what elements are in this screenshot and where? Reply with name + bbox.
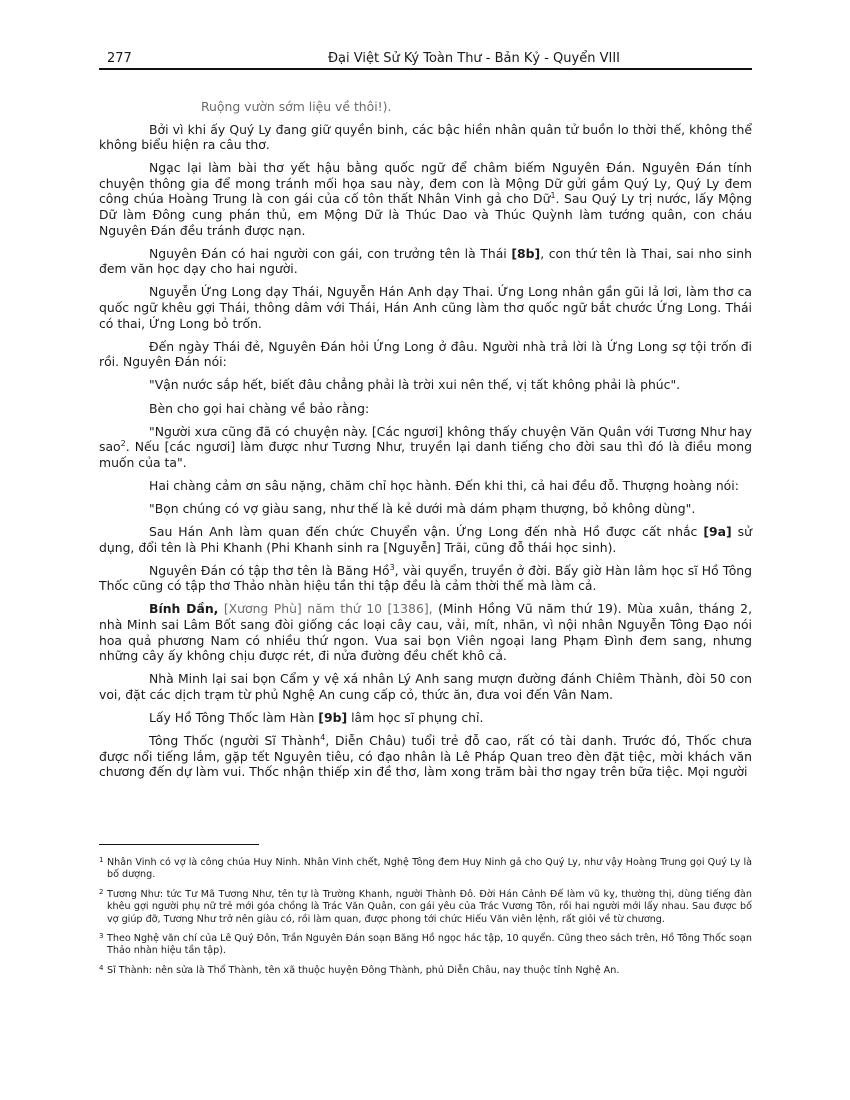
paragraph-text: Nhà Minh lại sai bọn Cẩm y vệ xá nhân Lý Anh sang mượn đường đánh Chiêm Thành, đòi 50 con voi, đặt các dịch trạm từ phủ Nghệ An cung cấp cỏ, thức ăn, đưa voi đến Vân Nam. [99,671,752,702]
paragraph-text: Nguyên Đán có tập thơ tên là Băng Hồ [149,562,390,578]
footnote-text: Tương Như: tức Tư Mã Tương Như, tên tự là Trường Khanh, người Thành Đô. Đời Hán Cảnh Đế làm vũ kỵ, thường thị, dùng tiếng đàn khêu gợi người phụ nữ trẻ mới góa chồng là Trác Văn Quân, con gái yêu của Trác Vương Tôn, rồi hai người mới lấy nhau. Sau được bố vợ giúp đỡ, Tương Như trở nên giàu có, rồi làm quan, được phong tới chức Hiếu Văn viên lệnh, rất giỏi về từ chương. [107,888,752,925]
footnote-separator [99,844,259,845]
paragraph [99,733,752,780]
paragraph-text: (Minh Hồng Vũ năm thứ 19). Mùa xuân, tháng 2, nhà Minh sai Lâm Bốt sang đòi giống các loại cây cau, vải, mít, nhãn, vì nội nhân Nguyễn Tông Đạo nói hoa quả phương Nam có nhiều thứ ngon. Vua sai bọn Viên ngoại lang Phạm Đình đem sang, nhưng những cây ấy không chịu được rét, đi nửa đường đều chết khô cả. [99,601,753,664]
paragraph-text: "Vận nước sắp hết, biết đâu chẳng phải là trời xui nên thế, vị tất không phải là phúc". [149,377,681,393]
paragraph-text: Nguyên Đán có hai người con gái, con trưởng tên là Thái [149,245,512,261]
paragraph [99,563,752,594]
paragraph-text: . Nếu [các ngươi] làm được như Tương Như, truyền lại danh tiếng cho đời sau thì đó là điều mong muốn của ta". [99,439,752,470]
header-rule [99,68,752,70]
running-title: Đại Việt Sử Ký Toàn Thư - Bản Kỷ - Quyển VIII [327,51,620,66]
paragraph-quote [99,377,752,393]
paragraph-text: Tông Thốc (người Sĩ Thành [149,733,321,749]
paragraph [99,601,752,663]
paragraph-text: , con thứ tên là Thai, sai nho sinh đem văn học dạy cho hai người. [99,245,752,277]
paragraph [99,339,752,370]
footnote-number: 1 [99,856,104,864]
paragraph [99,160,752,238]
footnote [99,889,752,926]
paragraph [99,401,752,417]
paragraph-text: Bèn cho gọi hai chàng về bảo rằng: [149,400,370,416]
body-text [99,99,752,787]
footnote-ref[interactable]: 2 [120,439,126,449]
folio-reference: [9b] [318,710,348,725]
footnote-text: Theo Nghệ văn chí của Lê Quý Đôn, Trần Nguyên Đán soạn Băng Hồ ngọc hác tập, 10 quyển. Cũng theo sách trên, Hồ Tông Thốc soạn Thảo nhàn hiệu tần tập). [107,933,752,957]
paragraph-text: , vài quyển, truyền ở đời. Bấy giờ Hàn lâm học sĩ Hồ Tông Thốc cũng có tập thơ Thảo nhàn hiệu tần thi tập đều là cảm thời thế mà làm cả. [99,562,752,594]
paragraph-text: Lấy Hồ Tông Thốc làm Hàn [149,710,319,725]
folio-reference: [8b] [511,245,541,261]
paragraph [99,246,752,277]
footnote-ref[interactable]: 1 [550,191,556,201]
paragraph-text: Nguyễn Ứng Long dạy Thái, Nguyễn Hán Anh dạy Thai. Ứng Long nhân gần gũi lả lơi, làm thơ ca quốc ngữ khêu gợi Thái, thông dâm với Thái, Hán Anh cũng làm thơ quốc ngữ bắt chước Ứng Long. Thái có thai, Ứng Long bỏ trốn. [99,284,752,331]
footnote-ref[interactable]: 4 [320,732,326,742]
paragraph [99,524,752,555]
paragraph-quote [99,501,752,517]
paragraph-text: Đến ngày Thái đẻ, Nguyên Đán hỏi Ứng Long ở đâu. Người nhà trả lời là Ứng Long sợ tội trốn đi rồi. Nguyên Đán nói: [99,338,752,370]
page-header [99,48,752,70]
paragraph-text: sử dụng, đổi tên là Phi Khanh (Phi Khanh sinh ra [Nguyễn] Trãi, cũng đỗ thái học sinh). [99,524,752,555]
paragraph [99,710,752,726]
paragraph-text: "Bọn chúng có vợ giàu sang, như thế là kẻ dưới mà dám phạm thượng, bỏ không dùng". [149,500,696,516]
footnote [99,933,752,958]
footnote [99,857,752,882]
footnotes [99,857,752,984]
paragraph-text: Sau Hán Anh làm quan đến chức Chuyển vận. Ứng Long đến nhà Hồ được cất nhắc [149,524,704,540]
footnote-text: Sĩ Thành: nên sửa là Thổ Thành, tên xã thuộc huyện Đông Thành, phủ Diễn Châu, nay thuộc tỉnh Nghệ An. [107,964,620,976]
footnote-number: 3 [99,932,104,941]
footnote-text: Nhân Vinh có vợ là công chúa Huy Ninh. Nhân Vinh chết, Nghệ Tông đem Huy Ninh gả cho Quý Ly, như vậy Hoàng Trung gọi Quý Ly là bố dượng. [107,857,752,881]
paragraph-text: "Người xưa cũng đã có chuyện này. [Các ngươi] không thấy chuyện Văn Quân với Tương Như hay sao [99,423,752,455]
paragraph-text: Ngạc lại làm bài thơ yết hậu bằng quốc ngữ để châm biếm Nguyên Đán. Nguyên Đán tính chuyện thông gia để mong tránh mối họa sau này, đem con là Mộng Dữ gửi gắm Quý Ly, Quý Ly đem công chúa Hoàng Trung là con gái của cố tôn thất Nhân Vinh gả cho Dữ [99,160,752,207]
paragraph-text: , Diễn Châu) tuổi trẻ đỗ cao, rất có tài danh. Trước đó, Thốc chưa được nổi tiếng lắm, gặp tết Nguyên tiêu, có đạo nhân là Lê Pháp Quan treo đèn đặt tiệc, mời khách văn chương đến dự làm vui. Thốc nhận thiếp xin đề thơ, làm xong trăm bài thơ ngay trên bữa tiệc. Mọi người [99,733,752,780]
footnote-number: 2 [99,887,104,896]
year-heading: Bính Dần, [149,601,219,617]
paragraph [99,478,752,494]
paragraph [99,122,752,153]
paragraph [99,671,752,702]
paragraph-quote [99,424,752,471]
reign-year-note: [Xương Phù] năm thứ 10 [1386], [218,601,433,617]
paragraph [99,284,752,331]
page-number: 277 [107,51,132,66]
footnote-ref[interactable]: 3 [389,562,395,572]
folio-reference: [9a] [703,524,732,540]
paragraph-continuation: Ruộng vườn sớm liệu về thôi!). [201,99,392,114]
footnote [99,965,752,977]
footnote-number: 4 [99,963,104,972]
paragraph-text: Bởi vì khi ấy Quý Ly đang giữ quyền binh, các bậc hiền nhân quân tử buồn lo thời thế, không thể không biểu hiện ra câu thơ. [99,121,752,153]
paragraph-text: lâm học sĩ phụng chỉ. [347,710,484,725]
paragraph-text: . Sau Quý Ly trị nước, lấy Mộng Dữ làm Đông cung phán thủ, em Mộng Dữ là Thúc Dao và Thúc Quỳnh làm tướng quân, con cháu Nguyên Đán đều tránh được nạn. [99,191,753,238]
paragraph-text: Hai chàng cảm ơn sâu nặng, chăm chỉ học hành. Đến khi thi, cả hai đều đỗ. Thượng hoàng nói: [149,477,739,493]
